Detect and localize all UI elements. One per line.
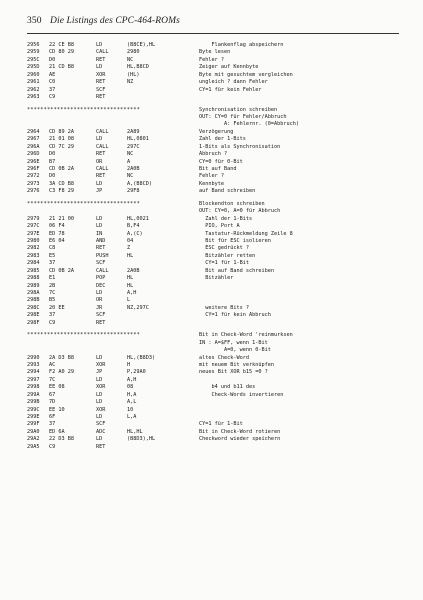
- listing-mnemonic: LD: [96, 180, 103, 187]
- listing-mnemonic: RET: [96, 94, 106, 101]
- listing-address: 2964: [27, 128, 40, 135]
- assembly-listing: [27, 42, 399, 451]
- listing-line: [27, 42, 399, 49]
- listing-line: [27, 253, 399, 260]
- listing-hex-bytes: F2 A0 29: [49, 369, 74, 376]
- listing-hex-bytes: CD 0B 2A: [49, 166, 74, 172]
- listing-hex-bytes: AC: [49, 361, 56, 368]
- listing-mnemonic: XOR: [96, 406, 106, 413]
- listing-separator: **********************************: [27, 332, 140, 339]
- listing-mnemonic: LD: [96, 215, 103, 222]
- listing-comment: b4 und b11 des: [199, 384, 256, 391]
- listing-address: 299E: [27, 414, 40, 420]
- listing-hex-bytes: B5: [49, 297, 56, 304]
- listing-address: 2967: [27, 136, 40, 143]
- listing-mnemonic: ADC: [96, 428, 106, 435]
- listing-address: 2994: [27, 369, 40, 376]
- listing-comment: Kennbyte: [199, 180, 224, 187]
- listing-operand: 2A89: [127, 128, 140, 135]
- listing-line: [27, 297, 399, 304]
- listing-line: [27, 173, 399, 180]
- listing-address: 2985: [27, 267, 40, 274]
- listing-operand: NZ: [127, 79, 134, 86]
- listing-address: 297C: [27, 223, 40, 230]
- listing-comment: CY=0 für 0-Bit: [199, 158, 243, 165]
- listing-hex-bytes: E5: [49, 252, 56, 259]
- listing-line: [27, 429, 399, 436]
- listing-mnemonic: RET: [96, 173, 106, 180]
- listing-address: 2993: [27, 361, 40, 368]
- listing-separator: **********************************: [27, 200, 140, 207]
- listing-comment: CY=1 für 1-Bit: [199, 260, 249, 267]
- listing-address: 298E: [27, 312, 40, 319]
- listing-operand: B,F4: [127, 223, 140, 230]
- listing-line: [27, 399, 399, 406]
- listing-mnemonic: JR: [96, 304, 103, 311]
- listing-address: 295D: [27, 64, 40, 71]
- listing-mnemonic: LD: [96, 414, 103, 420]
- listing-comment: weitere Bits ?: [199, 304, 249, 311]
- listing-operand: 04: [127, 237, 134, 244]
- listing-comment: ungleich ? dann Fehler: [199, 79, 268, 86]
- listing-hex-bytes: EE 10: [49, 406, 65, 413]
- listing-hex-bytes: C8: [49, 245, 56, 252]
- listing-line: [27, 231, 399, 238]
- listing-operand: 29F8: [127, 188, 140, 195]
- listing-mnemonic: RET: [96, 56, 106, 63]
- listing-address: 2990: [27, 354, 40, 361]
- listing-mnemonic: LD: [96, 436, 103, 443]
- listing-line: [27, 151, 399, 158]
- listing-mnemonic: IN: [96, 230, 103, 237]
- listing-comment: Zahl der 1-Bits: [199, 136, 246, 143]
- listing-hex-bytes: AE: [49, 71, 56, 78]
- listing-hex-bytes: CD 80 29: [49, 49, 74, 56]
- listing-operand: L: [127, 297, 131, 304]
- listing-line: [27, 414, 399, 421]
- listing-mnemonic: SCF: [96, 312, 106, 319]
- listing-line: [27, 166, 399, 173]
- header-rule: [27, 33, 399, 34]
- listing-address: 295C: [27, 56, 40, 63]
- listing-comment: Tastatur-Rückmeldung Zeile 8: [199, 230, 293, 237]
- listing-address: 298A: [27, 290, 40, 296]
- listing-address: 296D: [27, 151, 40, 158]
- listing-mnemonic: RET: [96, 79, 106, 86]
- listing-comment: CY=1 für kein Abbruch: [199, 312, 271, 319]
- listing-hex-bytes: 7C: [49, 376, 56, 383]
- listing-address: 298B: [27, 297, 40, 304]
- listing-mnemonic: RET: [96, 245, 106, 252]
- listing-hex-bytes: 22 CE B8: [49, 42, 74, 48]
- listing-line: [27, 57, 399, 64]
- listing-hex-bytes: 3A CD B8: [49, 180, 74, 187]
- listing-address: 2976: [27, 188, 40, 195]
- listing-operand: 2A0B: [127, 166, 140, 172]
- listing-line: [27, 94, 399, 101]
- listing-address: 297E: [27, 230, 40, 237]
- listing-address: 299C: [27, 406, 40, 413]
- listing-operand: HL,0801: [127, 136, 149, 143]
- listing-hex-bytes: D0: [49, 56, 56, 63]
- listing-operand: A,H: [127, 376, 137, 383]
- listing-line: [27, 260, 399, 267]
- listing-comment: Fehler ?: [199, 56, 224, 63]
- listing-line: [27, 238, 399, 245]
- listing-comment: mit neuem Bit verknüpfen: [199, 361, 274, 368]
- listing-hex-bytes: 2B: [49, 282, 56, 289]
- listing-mnemonic: LD: [96, 64, 103, 71]
- listing-line: [27, 223, 399, 230]
- listing-operand: 2A0B: [127, 267, 140, 274]
- listing-hex-bytes: 37: [49, 86, 56, 93]
- listing-comment: Blockendton schreiben: [199, 200, 265, 207]
- listing-hex-bytes: 21 01 08: [49, 136, 74, 143]
- listing-address: 2980: [27, 237, 40, 244]
- listing-comment: Checkword wieder speichern: [199, 436, 281, 443]
- listing-line: [27, 144, 399, 151]
- listing-mnemonic: POP: [96, 275, 106, 282]
- listing-address: 299A: [27, 391, 40, 398]
- listing-line: [27, 121, 399, 128]
- listing-hex-bytes: 06 F4: [49, 223, 65, 230]
- listing-mnemonic: DEC: [96, 282, 106, 289]
- listing-operand: HL: [127, 282, 134, 289]
- listing-comment: CY=1 für 1-Bit: [199, 421, 243, 428]
- listing-address: 296F: [27, 166, 40, 172]
- listing-hex-bytes: 2A D3 B8: [49, 354, 74, 361]
- listing-comment: Bit für ESC isolieren: [199, 237, 271, 244]
- listing-separator: **********************************: [27, 106, 140, 113]
- page-number: 350: [27, 16, 42, 26]
- listing-comment: Zeiger auf Kennbyte: [199, 64, 259, 71]
- listing-mnemonic: AND: [96, 237, 106, 244]
- listing-operand: (B8CE),HL: [127, 42, 156, 48]
- listing-mnemonic: LD: [96, 391, 103, 398]
- listing-mnemonic: CALL: [96, 267, 109, 274]
- listing-address: 2989: [27, 282, 40, 289]
- listing-hex-bytes: B7: [49, 158, 56, 165]
- listing-hex-bytes: ED 6A: [49, 428, 65, 435]
- listing-operand: 08: [127, 384, 134, 391]
- listing-hex-bytes: C9: [49, 94, 56, 101]
- listing-comment: PIO, Port A: [199, 223, 240, 230]
- listing-comment: Check-Words invertieren: [199, 391, 284, 398]
- listing-hex-bytes: C3 F8 29: [49, 188, 74, 195]
- listing-line: [27, 129, 399, 136]
- listing-line: [27, 64, 399, 71]
- listing-line: [27, 384, 399, 391]
- listing-mnemonic: SCF: [96, 421, 106, 428]
- listing-address: 298F: [27, 319, 40, 326]
- listing-operand: HL: [127, 252, 134, 259]
- listing-line: [27, 114, 399, 121]
- listing-address: 298C: [27, 304, 40, 311]
- listing-address: 2997: [27, 376, 40, 383]
- listing-operand: 2980: [127, 49, 140, 56]
- listing-comment: Bitzähler: [199, 275, 234, 282]
- listing-line: [27, 188, 399, 195]
- listing-address: 296E: [27, 158, 40, 165]
- listing-address: 2973: [27, 180, 40, 187]
- listing-mnemonic: LD: [96, 376, 103, 383]
- listing-mnemonic: CALL: [96, 166, 109, 172]
- listing-line: [27, 268, 399, 275]
- listing-line: [27, 369, 399, 376]
- listing-hex-bytes: 7D: [49, 399, 56, 406]
- listing-operand: P,29A0: [127, 369, 146, 376]
- listing-operand: L,A: [127, 414, 137, 420]
- listing-mnemonic: RET: [96, 319, 106, 326]
- listing-operand: A,(C): [127, 230, 143, 237]
- listing-line: [27, 436, 399, 443]
- listing-address: 2972: [27, 173, 40, 180]
- listing-line: [27, 362, 399, 369]
- listing-hex-bytes: C0: [49, 79, 56, 86]
- listing-operand: NC: [127, 56, 134, 63]
- page-header: [27, 16, 180, 26]
- listing-comment: A: Fehlernr. (0=Abbruch): [199, 121, 299, 128]
- listing-hex-bytes: 22 D3 B8: [49, 436, 74, 443]
- listing-line: [27, 245, 399, 252]
- listing-comment: Bit auf Band: [199, 166, 237, 172]
- listing-operand: A,(B8CD): [127, 180, 152, 187]
- listing-line: [27, 312, 399, 319]
- listing-hex-bytes: 21 CD B8: [49, 64, 74, 71]
- listing-line: [27, 275, 399, 282]
- listing-mnemonic: RET: [96, 151, 106, 158]
- listing-operand: A: [127, 158, 131, 165]
- listing-mnemonic: LD: [96, 223, 103, 230]
- listing-comment: IN : A=$FF, wenn 1-Bit: [199, 339, 268, 346]
- listing-line: [27, 283, 399, 290]
- listing-hex-bytes: CD 89 2A: [49, 128, 74, 135]
- listing-mnemonic: OR: [96, 158, 103, 165]
- listing-comment: Abbruch ?: [199, 151, 228, 158]
- listing-line: [27, 181, 399, 188]
- listing-operand: HL,0021: [127, 215, 149, 222]
- listing-hex-bytes: E6 04: [49, 237, 65, 244]
- listing-hex-bytes: CD 0B 2A: [49, 267, 74, 274]
- listing-line: [27, 107, 399, 114]
- listing-line: [27, 340, 399, 347]
- listing-address: 2960: [27, 71, 40, 78]
- listing-line: [27, 216, 399, 223]
- listing-hex-bytes: 21 21 00: [49, 215, 74, 222]
- listing-hex-bytes: ED 78: [49, 230, 65, 237]
- listing-hex-bytes: 37: [49, 421, 56, 428]
- listing-operand: NC: [127, 173, 134, 180]
- listing-operand: HL: [127, 275, 134, 282]
- listing-comment: auf Band schreiben: [199, 188, 256, 195]
- listing-comment: neues Bit XOR b15 =0 ?: [199, 369, 268, 376]
- listing-comment: 1-Bits als Synchronisation: [199, 143, 281, 150]
- listing-operand: 297C: [127, 143, 140, 150]
- listing-line: [27, 79, 399, 86]
- listing-operand: H,A: [127, 391, 137, 398]
- listing-line: [27, 87, 399, 94]
- listing-line: [27, 421, 399, 428]
- listing-address: 29A2: [27, 436, 40, 443]
- listing-comment: ESC gedrückt ?: [199, 245, 249, 252]
- listing-operand: A,H: [127, 290, 137, 296]
- listing-line: [27, 201, 399, 208]
- listing-mnemonic: SCF: [96, 86, 106, 93]
- listing-comment: Synchronisation schreiben: [199, 106, 278, 113]
- listing-comment: Flankenflag abspeichern: [199, 42, 284, 48]
- listing-comment: Bitzähler retten: [199, 252, 256, 259]
- listing-comment: CY=1 für kein Fehler: [199, 86, 262, 93]
- listing-line: [27, 72, 399, 79]
- listing-address: 2984: [27, 260, 40, 267]
- listing-address: 2962: [27, 86, 40, 93]
- listing-comment: Bit in Check-Word 'reinmurksen: [199, 332, 293, 339]
- listing-mnemonic: PUSH: [96, 252, 109, 259]
- listing-comment: Byte lesen: [199, 49, 231, 56]
- listing-address: 2959: [27, 49, 40, 56]
- listing-operand: A,L: [127, 399, 137, 406]
- listing-comment: Fehler ?: [199, 173, 224, 180]
- listing-line: [27, 290, 399, 297]
- listing-operand: NC: [127, 151, 134, 158]
- listing-mnemonic: LD: [96, 136, 103, 143]
- listing-comment: altes Check-Word: [199, 354, 249, 361]
- listing-hex-bytes: D0: [49, 151, 56, 158]
- listing-mnemonic: JP: [96, 188, 103, 195]
- listing-operand: (HL): [127, 71, 140, 78]
- listing-mnemonic: CALL: [96, 143, 109, 150]
- listing-line: [27, 407, 399, 414]
- listing-mnemonic: LD: [96, 399, 103, 406]
- listing-address: 2956: [27, 42, 40, 48]
- listing-line: [27, 355, 399, 362]
- listing-mnemonic: SCF: [96, 260, 106, 267]
- listing-comment: Byte mit gesuchtem vergleichen: [199, 71, 293, 78]
- listing-operand: (B8D3),HL: [127, 436, 156, 443]
- listing-hex-bytes: 67: [49, 391, 56, 398]
- listing-line: [27, 377, 399, 384]
- listing-address: 2963: [27, 94, 40, 101]
- listing-line: [27, 305, 399, 312]
- listing-operand: 10: [127, 406, 134, 413]
- listing-hex-bytes: D0: [49, 173, 56, 180]
- listing-comment: OUT: CY=0, A=0 für Abbruch: [199, 208, 281, 215]
- listing-mnemonic: XOR: [96, 361, 106, 368]
- listing-address: 2979: [27, 215, 40, 222]
- listing-hex-bytes: 6F: [49, 414, 56, 420]
- listing-hex-bytes: 20 EE: [49, 304, 65, 311]
- listing-mnemonic: JP: [96, 369, 103, 376]
- listing-mnemonic: XOR: [96, 384, 106, 391]
- listing-comment: Verzögerung: [199, 128, 234, 135]
- listing-line: [27, 320, 399, 327]
- listing-line: [27, 392, 399, 399]
- listing-comment: A=0, wenn 0-Bit: [199, 347, 271, 354]
- listing-line: [27, 159, 399, 166]
- listing-address: 29A0: [27, 428, 40, 435]
- listing-hex-bytes: 37: [49, 260, 56, 267]
- listing-operand: HL,HL: [127, 428, 143, 435]
- listing-operand: HL,B8CD: [127, 64, 149, 71]
- listing-address: 2998: [27, 384, 40, 391]
- listing-mnemonic: CALL: [96, 49, 109, 56]
- listing-comment: Bit in Check-Word rotieren: [199, 428, 281, 435]
- listing-address: 29A5: [27, 443, 40, 450]
- listing-address: 2982: [27, 245, 40, 252]
- listing-address: 299B: [27, 399, 40, 406]
- listing-mnemonic: RET: [96, 443, 106, 450]
- listing-address: 299F: [27, 421, 40, 428]
- listing-mnemonic: LD: [96, 354, 103, 361]
- listing-mnemonic: CALL: [96, 128, 109, 135]
- listing-operand: Z: [127, 245, 131, 252]
- listing-operand: NZ,297C: [127, 304, 149, 311]
- listing-hex-bytes: CD 7C 29: [49, 143, 74, 150]
- listing-line: [27, 347, 399, 354]
- listing-hex-bytes: C9: [49, 443, 56, 450]
- listing-operand: H: [127, 361, 131, 368]
- listing-comment: OUT: CY=0 für Fehler/Abbruch: [199, 113, 287, 120]
- listing-mnemonic: LD: [96, 290, 103, 296]
- page-title: Die Listings des CPC-464-ROMs: [50, 16, 180, 26]
- listing-line: [27, 136, 399, 143]
- listing-mnemonic: OR: [96, 297, 103, 304]
- listing-hex-bytes: C9: [49, 319, 56, 326]
- listing-address: 2961: [27, 79, 40, 86]
- listing-mnemonic: XOR: [96, 71, 106, 78]
- listing-line: [27, 332, 399, 339]
- listing-address: 2988: [27, 275, 40, 282]
- listing-operand: HL,(B8D3): [127, 354, 156, 361]
- listing-comment: Bit auf Band schreiben: [199, 267, 274, 274]
- listing-line: [27, 208, 399, 215]
- listing-comment: Zahl der 1-Bits: [199, 215, 253, 222]
- listing-address: 2983: [27, 252, 40, 259]
- listing-address: 296A: [27, 143, 40, 150]
- listing-hex-bytes: 7C: [49, 290, 56, 296]
- listing-hex-bytes: EE 08: [49, 384, 65, 391]
- listing-hex-bytes: 37: [49, 312, 56, 319]
- listing-line: [27, 444, 399, 451]
- listing-hex-bytes: E1: [49, 275, 56, 282]
- listing-mnemonic: LD: [96, 42, 103, 48]
- listing-line: [27, 49, 399, 56]
